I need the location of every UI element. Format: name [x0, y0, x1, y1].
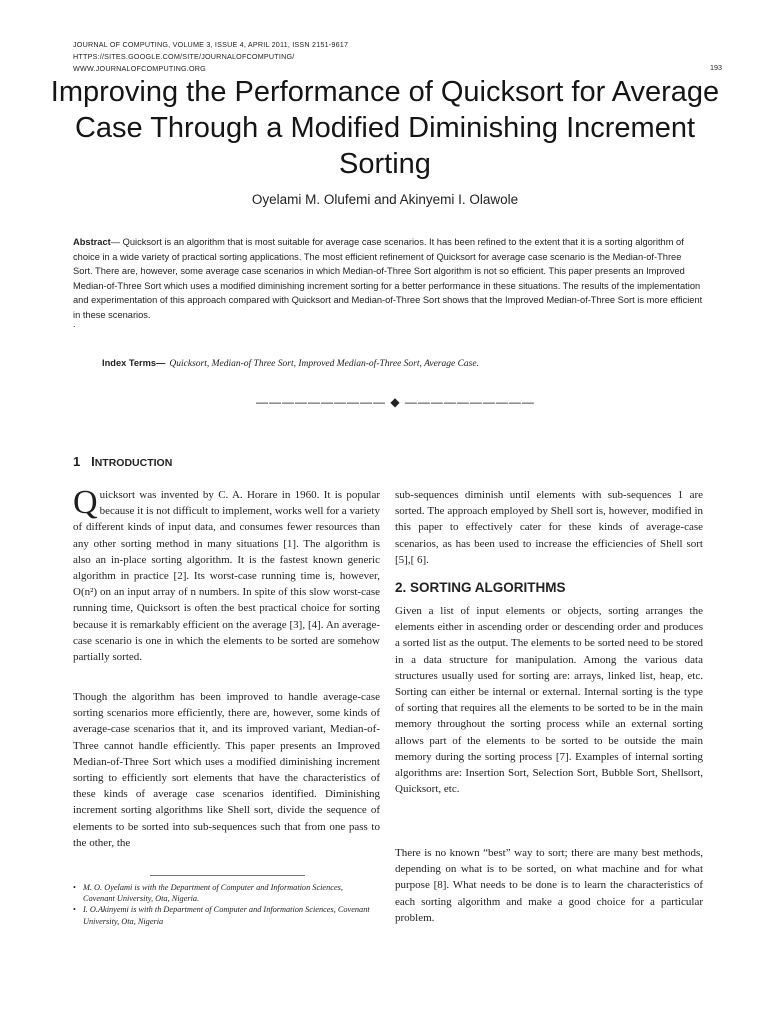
section-separator: —————————— ◆ —————————— — [256, 395, 535, 409]
sorting-paragraph-1 — [395, 603, 703, 797]
footnote-item — [73, 904, 373, 926]
footnotes — [73, 882, 373, 927]
page-number: 193 — [710, 63, 722, 72]
index-terms-label: Index Terms— — [102, 358, 166, 368]
journal-header-url: HTTPS://SITES.GOOGLE.COM/SITE/JOURNALOFCOMPUTING/ — [73, 52, 295, 61]
sorting-paragraph-2-text: There is no known “best” way to sort; there are many best methods, depending on what is to be sorted, on what machine and for what purpose [8]. What needs to be done is to learn the characteristics of each sorting algorithm and make a good choice for a particular problem. — [395, 847, 703, 924]
journal-header-line: JOURNAL OF COMPUTING, VOLUME 3, ISSUE 4, APRIL 2011, ISSN 2151-9617 — [73, 40, 349, 49]
paper-title: Improving the Performance of Quicksort for Average Case Through a Modified Diminishing Increment Sorting — [50, 76, 720, 180]
sorting-paragraph-2 — [395, 845, 703, 926]
section-1-title-initial: I — [91, 454, 95, 469]
section-1-number: 1 — [73, 454, 81, 469]
footnote-text: I. O.Akinyemi is with th Department of Computer and Information Sciences, Covenant University, Ota, Nigeria — [83, 905, 370, 926]
footnote-rule — [150, 875, 305, 876]
intro-paragraph-2-continued-text: sub-sequences diminish until elements with sub-sequences 1 are sorted. The approach employed by Shell sort is, however, modified in this paper to effectively cater for these kinds of average-case scenarios, as has been used to increase the efficiencies of Shell sort [5],[ 6]. — [395, 489, 703, 566]
sorting-paragraph-1-text: Given a list of input elements or objects, sorting arranges the elements either in ascending order or descending order and produces a sorted list as the output. The elements to be sorted need to be stored in a data structure for manipulation. Among the various data structures usually used for sorting are: arrays, linked list, heap, etc. Sorting can either be internal or external. Internal sorting is the type of sorting that requires all the elements to be sorted to be in the main memory throughout the sorting process while an external sorting allows part of the elements to be sorted to be outside the main memory during the sorting process [7]. Examples of internal sorting algorithms are: Insertion Sort, Selection Sort, Bubble Sort, Shellsort, Quicksort, etc. — [395, 605, 703, 796]
abstract-text: Quicksort is an algorithm that is most suitable for average case scenarios. It has been refined to the extent that it is a sorting algorithm of choice in a wide variety of practical sorting applications. The most efficient refinement of Quicksort for average case scenario is the Median-of-Three Sort. There are, however, some average case scenarios in which Median-of-Three Sort algorithm is not so efficient. This paper presents an Improved Median-of-Three Sort which uses a modified diminishing increment sorting for a better performance in these situations. The results of the implementation and experimentation of this approach compared with Quicksort and Median-of-Three Sort shows that the Improved Median-of-Three Sort is more efficient in these scenarios. — [73, 237, 703, 320]
intro-paragraph-1-text: uicksort was invented by C. A. Horare in 1960. It is popular because it is not difficult to implement, works well for a variety of different kinds of input data, and consumes fewer resources than any other sorting method in many situations [1]. The algorithm is also an in-place sorting algorithm. It is the fastest known generic algorithm in practice [2]. Its worst-case running time is, however, O(n²) on an input array of n numbers. In spite of this slow worst-case running time, Quicksort is often the best practical choice for sorting because it is remarkably efficient on the average [3], [4]. An average-case scenario is one in which the elements to be sorted are somehow partially sorted. — [73, 489, 380, 664]
footnote-text: M. O. Oyelami is with the Department of Computer and Information Sciences, Covenant University, Ota, Nigeria. — [83, 883, 343, 904]
intro-paragraph-1 — [73, 484, 380, 665]
abstract — [73, 235, 703, 322]
abstract-label: Abstract — [73, 237, 111, 247]
section-1-title-rest: NTRODUCTION — [94, 457, 173, 469]
abstract-dash: — — [110, 237, 123, 247]
paper-authors: Oyelami M. Olufemi and Akinyemi I. Olawole — [251, 192, 519, 207]
abstract-trailing-dot: . — [73, 319, 76, 329]
index-terms-text: Quicksort, Median-of Three Sort, Improved Median-of-Three Sort, Average Case. — [169, 359, 479, 369]
footnote-bullet: • — [73, 905, 76, 915]
footnote-bullet: • — [73, 883, 76, 892]
section-2-heading: 2. SORTING ALGORITHMS — [395, 580, 566, 595]
footnote-item — [73, 882, 373, 904]
index-terms — [102, 358, 479, 369]
section-1-heading — [73, 454, 172, 469]
intro-paragraph-2-continued — [395, 487, 703, 568]
drop-cap: Q — [73, 484, 98, 521]
journal-header-site: WWW.JOURNALOFCOMPUTING.ORG — [73, 64, 206, 73]
intro-paragraph-2-text: Though the algorithm has been improved to handle average-case sorting scenarios more efficiently, there are, however, some kinds of average-case scenarios that it, and its improved variant, Median-of-Three cannot handle efficiently. This paper presents an Improved Median-of-Three Sort which uses a modified diminishing increment sorting to efficiently sort elements that have the characteristics of these kinds of average case scenarios identified. Diminishing increment sorting algorithms like Shell sort, divide the sequence of elements to be sorted into sub-sequences such that from one pass to the other, the — [73, 691, 380, 849]
intro-paragraph-2 — [73, 689, 380, 851]
